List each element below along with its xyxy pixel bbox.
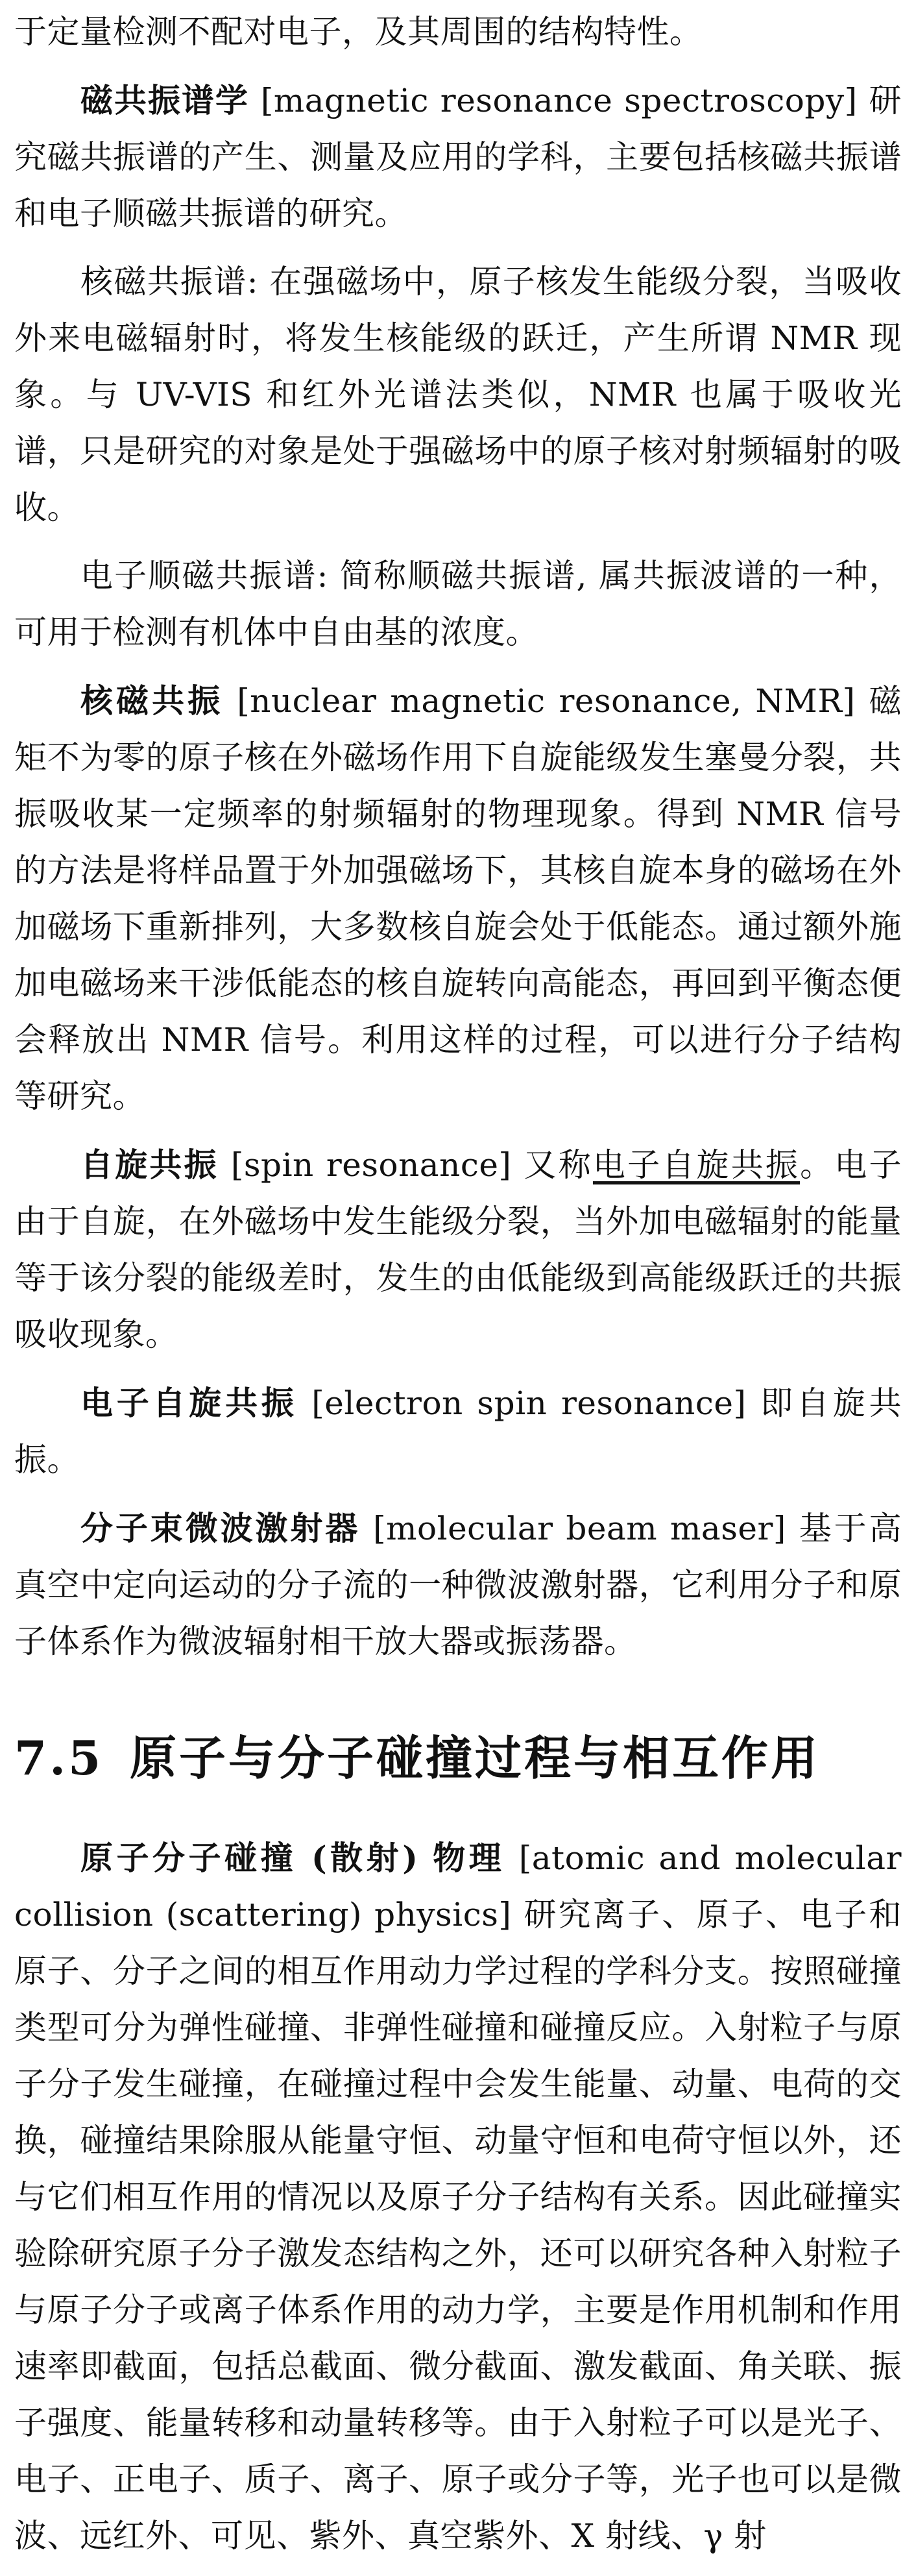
entry-definition: 。: [47, 1441, 80, 1478]
entry-term: 原子分子碰撞 (散射) 物理: [80, 1839, 505, 1877]
entry-english-term: [spin resonance]: [230, 1146, 512, 1184]
entry-english-term: [molecular beam maser]: [373, 1510, 786, 1547]
entry-definition: 磁矩不为零的原子核在外磁场作用下自旋能级发生塞曼分裂，共振吸收某一定频率的射频辐射的物理现象。得到 NMR 信号的方法是将样品置于外加强磁场下，其核自旋本身的磁场在外加磁场下重新排列，大多数核自旋会处于低能态。通过额外施加电磁场来干涉低能态的核自旋转向高能态，再回到平衡态便会释放出 NMR 信号。利用这样的过程，可以进行分子结构等研究。: [14, 682, 902, 1115]
entry-definition-prefix: 又称: [524, 1146, 593, 1184]
entry-definition: 研究离子、原子、电子和原子、分子之间的相互作用动力学过程的学科分支。按照碰撞类型可分为弹性碰撞、非弹性碰撞和碰撞反应。入射粒子与原子分子发生碰撞，在碰撞过程中会发生能量、动量、电荷的交换，碰撞结果除服从能量守恒、动量守恒和电荷守恒以外，还与它们相互作用的情况以及原子分子结构有关系。因此碰撞实验除研究原子分子激发态结构之外，还可以研究各种入射粒子与原子分子或离子体系作用的动力学，主要是作用机制和作用速率即截面，包括总截面、微分截面、激发截面、角关联、振子强度、能量转移和动量转移等。由于入射粒子可以是光子、电子、正电子、质子、离子、原子或分子等，光子也可以是微波、远红外、可见、紫外、真空紫外、X 射线、γ 射: [14, 1896, 902, 2555]
entry-english-term: [electron spin resonance]: [311, 1384, 747, 1422]
entry-definition: 研究磁共振谱的产生、测量及应用的学科，主要包括核磁共振谱和电子顺磁共振谱的研究。: [14, 82, 902, 232]
entry-english-term: [magnetic resonance spectroscopy]: [260, 82, 858, 119]
continued-paragraph: 于定量检测不配对电子，及其周围的结构特性。: [14, 13, 703, 51]
cross-reference-link[interactable]: 电子自旋共振: [592, 1146, 801, 1184]
section-heading: [14, 1726, 902, 1791]
document-page: [14, 4, 902, 2576]
entry-term: 核磁共振: [80, 681, 224, 720]
entry-definition: 基于高真空中定向运动的分子流的一种微波激射器，它利用分子和原子体系作为微波辐射相干放大器或振荡器。: [14, 1510, 902, 1660]
entry-spin-resonance: [14, 1136, 902, 1363]
entry-english-term: [nuclear magnetic resonance, NMR]: [237, 682, 856, 720]
cross-reference: 自旋共振: [14, 1384, 902, 1478]
entry-english-term: [atomic and molecular collision (scattering) physics]: [14, 1839, 902, 1933]
entry-magnetic-resonance-spectroscopy: [14, 72, 902, 242]
paragraph-epr-spectrum: 电子顺磁共振谱: 简称顺磁共振谱, 属共振波谱的一种，可用于检测有机体中自由基的浓度。: [14, 557, 902, 651]
entry-definition: 。电子由于自旋，在外磁场中发生能级分裂，当外加电磁辐射的能量等于该分裂的能级差时，发生的由低能级到高能级跃迁的共振吸收现象。: [14, 1146, 902, 1353]
entry-atomic-molecular-collision-physics: [14, 1830, 902, 2564]
entry-term: 磁共振谱学: [80, 81, 249, 119]
section-title: 原子与分子碰撞过程与相互作用: [130, 1730, 821, 1785]
entry-definition-prefix: 即: [760, 1384, 797, 1422]
entry-term: 电子自旋共振: [80, 1384, 298, 1422]
paragraph-nmr-spectrum: 核磁共振谱: 在强磁场中，原子核发生能级分裂，当吸收外来电磁辐射时，将发生核能级的跃迁，产生所谓 NMR 现象。与 UV-VIS 和红外光谱法类似，NMR 也属于吸收光谱，只是研究的对象是处于强磁场中的原子核对射频辐射的吸收。: [14, 263, 902, 526]
entry-term: 分子束微波激射器: [80, 1509, 361, 1547]
section-number: 7.5: [14, 1730, 104, 1785]
entry-nuclear-magnetic-resonance: [14, 672, 902, 1125]
entry-electron-spin-resonance: [14, 1375, 902, 1488]
entry-molecular-beam-maser: [14, 1500, 902, 1670]
entry-term: 自旋共振: [80, 1146, 219, 1184]
